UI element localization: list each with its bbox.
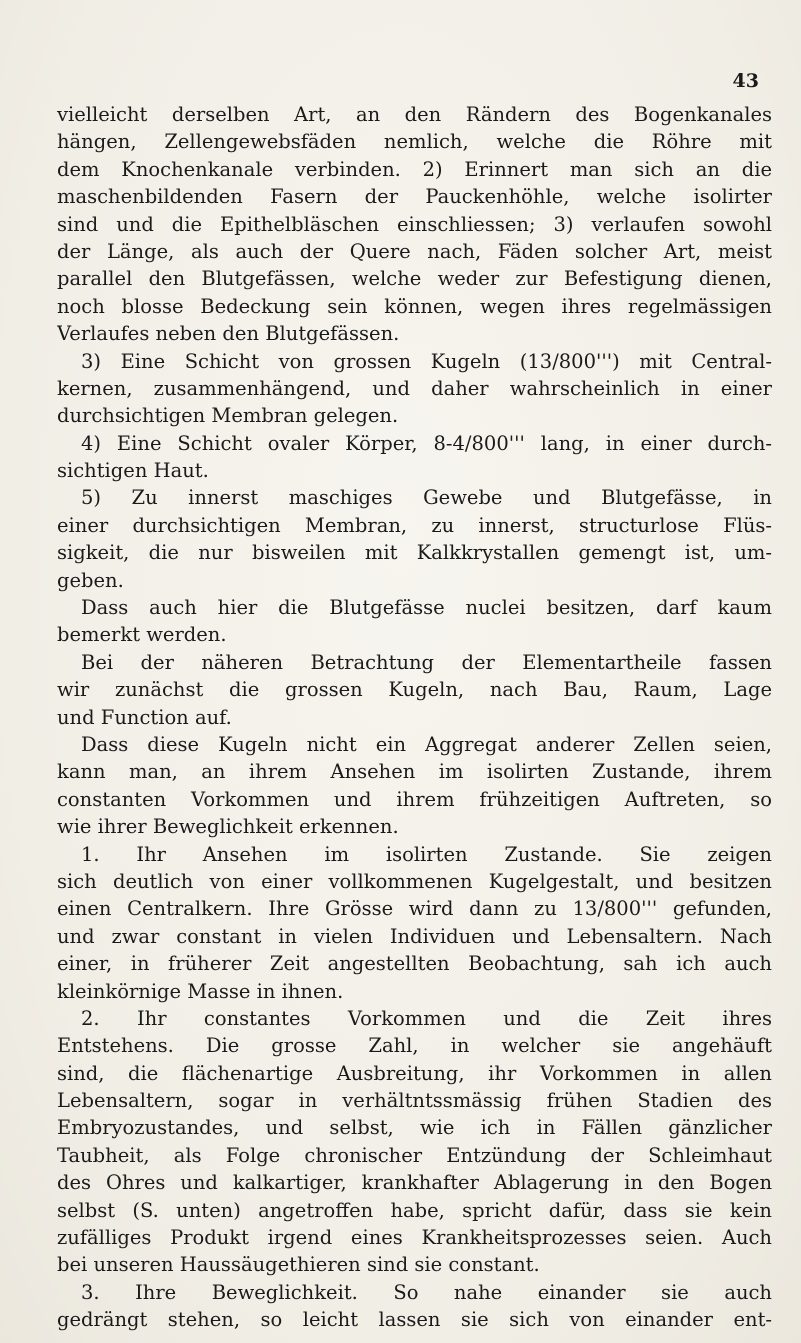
text-line: vielleicht derselben Art, an den Rändern des Bogenkanales (57, 103, 772, 126)
text-line: dem Knochenkanale verbinden. 2) Erinnert man sich an die (57, 157, 772, 181)
text-line: kann man, an ihrem Ansehen im isolirten Zustande, ihrem (57, 760, 772, 784)
text-line: kleinkörnige Masse in ihnen. (57, 979, 344, 1003)
text-line: der Länge, als auch der Quere nach, Fäden solcher Art, meist (57, 239, 772, 263)
text-line: 1. Ihr Ansehen im isolirten Zustande. Sie zeigen (81, 842, 772, 866)
text-line: durchsichtigen Membran gelegen. (57, 404, 399, 428)
text-line: Bei der näheren Betrachtung der Elementartheile fassen (81, 650, 772, 674)
page-number: 43 (732, 70, 759, 92)
text-line: sichtigen Haut. (57, 459, 209, 483)
text-line: bemerkt werden. (57, 623, 227, 647)
text-line: sind und die Epithelbläschen einschliessen; 3) verlaufen sowohl (57, 212, 772, 236)
text-line: 3. Ihre Beweglichkeit. So nahe einander sie auch (81, 1280, 772, 1304)
text-line: zufälliges Produkt irgend eines Krankheitsprozesses seien. Auch (57, 1226, 772, 1250)
text-line: Verlaufes neben den Blutgefässen. (57, 322, 400, 346)
text-line: 2. Ihr constantes Vorkommen und die Zeit ihres (81, 1006, 772, 1030)
text-line: Entstehens. Die grosse Zahl, in welcher sie angehäuft (57, 1034, 772, 1058)
body-text (57, 101, 772, 1334)
text-line: und zwar constant in vielen Individuen und Lebensaltern. Nach (57, 924, 772, 948)
text-line: wie ihrer Beweglichkeit erkennen. (57, 815, 399, 839)
text-line: Dass diese Kugeln nicht ein Aggregat anderer Zellen seien, (81, 732, 772, 756)
text-line: Embryozustandes, und selbst, wie ich in Fällen gänzlicher (57, 1116, 772, 1140)
text-line: maschenbildenden Fasern der Pauckenhöhle, welche isolirter (57, 185, 772, 209)
text-line: 5) Zu innerst maschiges Gewebe und Blutgefässe, in (81, 486, 772, 510)
text-line: des Ohres und kalkartiger, krankhafter Ablagerung in den Bogen (57, 1171, 772, 1195)
text-line: einer, in früherer Zeit angestellten Beobachtung, sah ich auch (57, 952, 772, 976)
text-line: constanten Vorkommen und ihrem frühzeitigen Auftreten, so (57, 787, 772, 811)
text-line: Dass auch hier die Blutgefässe nuclei besitzen, darf kaum (81, 596, 772, 620)
text-line: geben. (57, 568, 124, 592)
text-line: und Function auf. (57, 705, 232, 729)
text-line: noch blosse Bedeckung sein können, wegen ihres regelmässigen (57, 294, 772, 318)
text-line: hängen, Zellengewebsfäden nemlich, welche die Röhre mit (57, 130, 772, 154)
text-line: einen Centralkern. Ihre Grösse wird dann zu 13/800''' gefunden, (57, 897, 772, 921)
text-line: 3) Eine Schicht von grossen Kugeln (13/800''') mit Central- (81, 349, 772, 373)
text-line: Taubheit, als Folge chronischer Entzündung der Schleimhaut (57, 1143, 772, 1167)
text-line: wir zunächst die grossen Kugeln, nach Bau, Raum, Lage (57, 678, 772, 702)
text-line: gedrängt stehen, so leicht lassen sie sich von einander ent- (57, 1308, 772, 1332)
text-line: kernen, zusammenhängend, und daher wahrscheinlich in einer (57, 376, 772, 400)
text-line: einer durchsichtigen Membran, zu innerst, structurlose Flüs- (57, 513, 772, 537)
text-line: selbst (S. unten) angetroffen habe, spricht dafür, dass sie kein (57, 1198, 772, 1222)
text-line: sigkeit, die nur bisweilen mit Kalkkrystallen gemengt ist, um- (57, 541, 772, 565)
text-line: parallel den Blutgefässen, welche weder zur Befestigung dienen, (57, 267, 772, 291)
text-line: bei unseren Haussäugethieren sind sie constant. (57, 1253, 540, 1277)
text-line: Lebensaltern, sogar in verhältntssmässig frühen Stadien des (57, 1089, 772, 1113)
text-line: sind, die flächenartige Ausbreitung, ihr Vorkommen in allen (57, 1061, 772, 1085)
text-line: sich deutlich von einer vollkommenen Kugelgestalt, und besitzen (57, 869, 772, 893)
text-line: 4) Eine Schicht ovaler Körper, 8-4/800''' lang, in einer durch- (81, 431, 772, 455)
